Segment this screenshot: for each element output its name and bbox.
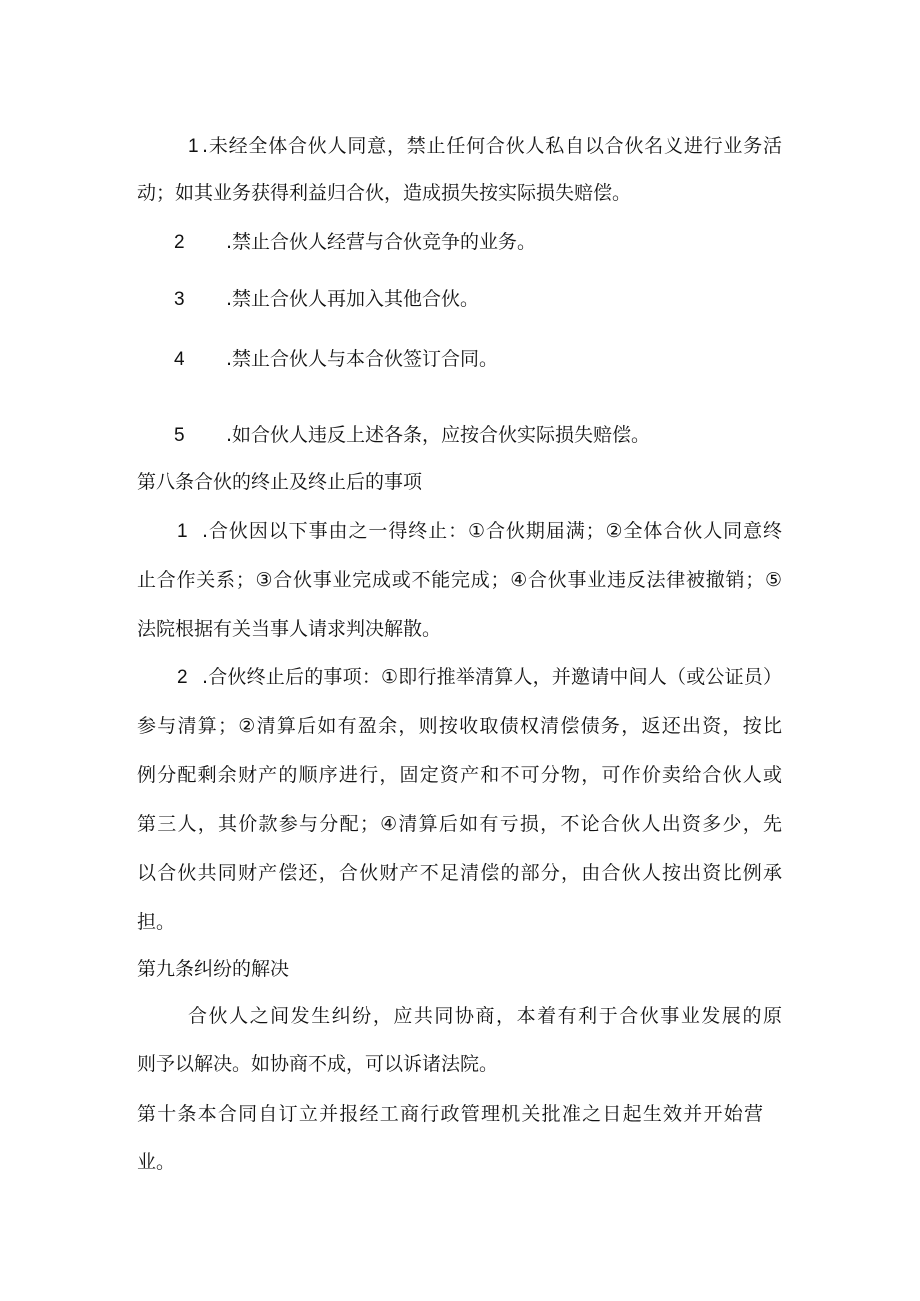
item-number: 2 [174,232,185,253]
item-number: 5 [174,425,185,446]
paragraph-line: .禁止合伙人经营与合伙竞争的业务。 [226,231,537,253]
paragraph-line: 以合伙共同财产偿还，合伙财产不足清偿的部分，由合伙人按出资比例承 [137,862,782,884]
paragraph-line: .合伙因以下事由之一得终止：①合伙期届满；②全体合伙人同意终 [202,520,782,542]
item-number: 4 [174,349,185,370]
article-heading: 第九条纠纷的解决 [137,958,290,980]
paragraph-line: 担。 [137,911,176,933]
paragraph-line: 第三人，其价款参与分配；④清算后如有亏损，不论合伙人出资多少，先 [137,813,782,835]
paragraph-line: 例分配剩余财产的顺序进行，固定资产和不可分物，可作价卖给合伙人或 [137,764,782,786]
item-number: 1 [177,521,188,542]
paragraph-line: 则予以解决。如协商不成，可以诉诸法院。 [137,1053,499,1075]
article-heading: 第八条合伙的终止及终止后的事项 [137,471,423,493]
paragraph-line: .如合伙人违反上述各条，应按合伙实际损失赔偿。 [226,424,651,446]
item-number: 1 [188,136,199,157]
paragraph-line: .禁止合伙人与本合伙签订合同。 [226,348,499,370]
paragraph-line: 法院根据有关当事人请求判决解散。 [137,618,442,640]
paragraph-line: 第十条本合同自订立并报经工商行政管理机关批准之日起生效并开始营 [137,1103,763,1125]
paragraph-line: 动；如其业务获得利益归合伙，造成损失按实际损失赔偿。 [137,182,632,204]
paragraph-line: 参与清算；②清算后如有盈余，则按收取债权清偿债务，返还出资，按比 [137,715,782,737]
paragraph-line: .禁止合伙人再加入其他合伙。 [226,288,480,310]
item-number: 2 [177,667,188,688]
paragraph-line: .合伙终止后的事项：①即行推举清算人，并邀请中间人（或公证员） [202,666,782,688]
paragraph-line: 合伙人之间发生纠纷，应共同协商，本着有利于合伙事业发展的原 [188,1005,782,1027]
paragraph-line: .未经全体合伙人同意，禁止任何合伙人私自以合伙名义进行业务活 [202,135,782,157]
item-number: 3 [174,289,185,310]
paragraph-line: 止合作关系；③合伙事业完成或不能完成；④合伙事业违反法律被撤销；⑤ [137,569,782,591]
paragraph-line: 业。 [137,1151,176,1173]
